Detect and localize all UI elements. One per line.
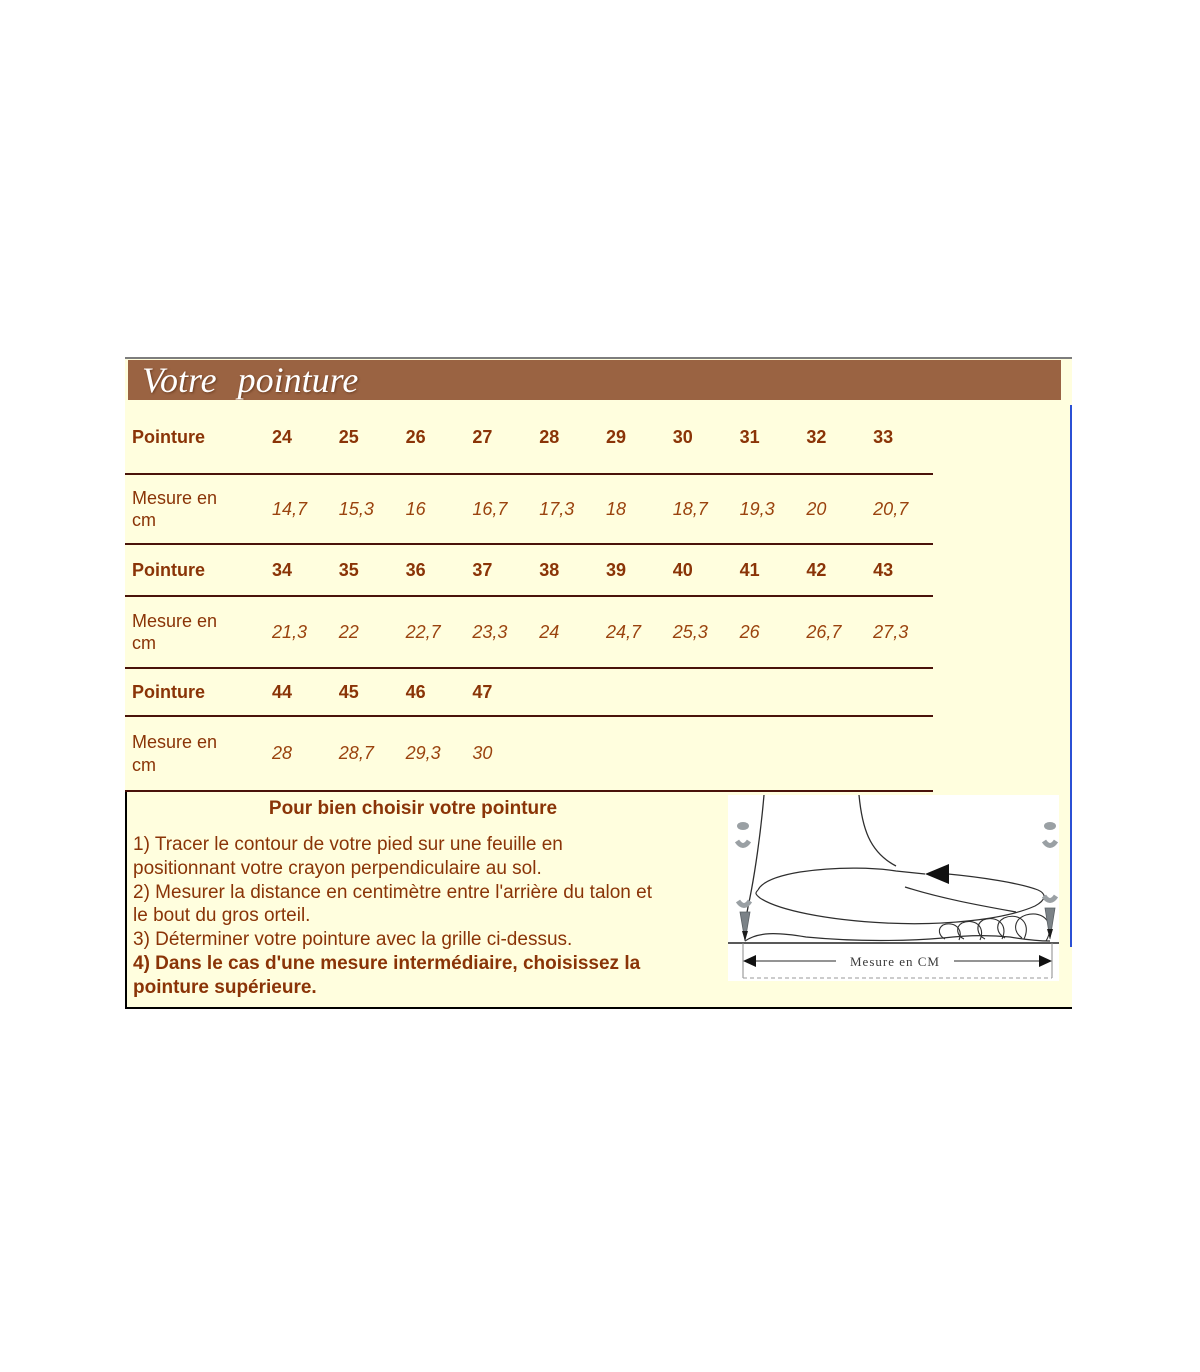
row-label — [125, 426, 265, 449]
pointure-value: 46 — [405, 681, 426, 702]
pointure-value: 38 — [539, 559, 560, 580]
size-guide-panel — [125, 357, 1072, 1009]
measure-label: Mesure en CM — [850, 954, 940, 969]
pointure-value: 35 — [338, 559, 359, 580]
pointure-value: 37 — [472, 559, 493, 580]
mesure-value: 15,3 — [338, 498, 374, 519]
mesure-value: 18,7 — [672, 498, 708, 519]
row-label-text: Mesure en cm — [132, 732, 218, 775]
row-label-text: Mesure en cm — [132, 610, 218, 653]
size-row — [125, 597, 933, 669]
pointure-value: 25 — [338, 427, 359, 447]
pointure-value: 47 — [472, 681, 493, 702]
instruction-line: le bout du gros orteil. — [133, 905, 311, 927]
pencil-band — [738, 901, 750, 906]
mesure-value: 20,7 — [873, 498, 909, 519]
measure-arrowhead-left-icon — [743, 955, 756, 967]
pointure-value: 43 — [873, 559, 894, 580]
pointure-value: 44 — [272, 681, 293, 702]
mesure-value: 30 — [472, 743, 493, 763]
foot-diagram-svg — [728, 795, 1059, 981]
row-label-text: Mesure en cm — [132, 487, 218, 530]
pointure-value: 30 — [672, 427, 693, 447]
instruction-line: positionnant votre crayon perpendiculaire au sol. — [133, 857, 542, 879]
trace-arrow-icon — [925, 864, 949, 884]
size-row — [125, 669, 933, 717]
mesure-value: 24 — [539, 621, 560, 642]
pointure-value: 32 — [806, 427, 827, 447]
size-grid — [125, 402, 933, 792]
row-label — [125, 610, 265, 655]
mesure-value: 26 — [739, 621, 760, 642]
mesure-value: 18 — [605, 498, 627, 519]
leg-front-line — [859, 795, 896, 866]
instruction-line: pointure supérieure. — [133, 976, 317, 998]
pointure-value: 29 — [605, 427, 627, 447]
toe-line — [998, 916, 1027, 939]
pencil-band — [737, 841, 749, 846]
instruction-line: 1) Tracer le contour de votre pied sur une feuille en — [133, 834, 563, 855]
pencil-band — [1044, 896, 1056, 901]
measure-arrowhead-right-icon — [1039, 955, 1052, 967]
mesure-value: 22,7 — [405, 621, 441, 642]
mesure-value: 28,7 — [338, 743, 374, 763]
mesure-value: 28 — [272, 743, 293, 763]
mesure-value: 14,7 — [272, 498, 308, 519]
size-row — [125, 475, 933, 545]
pencil-eraser — [1044, 822, 1056, 830]
size-row — [125, 545, 933, 597]
pointure-value: 41 — [739, 559, 760, 580]
mesure-value: 16,7 — [472, 498, 508, 519]
pointure-value: 40 — [672, 559, 693, 580]
panel-title-bar — [128, 360, 1061, 400]
mesure-value: 22 — [338, 621, 359, 642]
row-label-text: Pointure — [132, 559, 206, 580]
mesure-value: 21,3 — [272, 621, 308, 642]
mesure-value: 20 — [806, 498, 827, 519]
pointure-value: 34 — [272, 559, 293, 580]
pencil-eraser — [737, 822, 749, 830]
foot-measure-diagram — [728, 795, 1059, 981]
row-label-text: Pointure — [132, 427, 206, 448]
size-row — [125, 402, 933, 475]
pointure-value: 42 — [806, 559, 827, 580]
pencil-band — [1044, 841, 1056, 846]
mesure-value: 23,3 — [472, 621, 508, 642]
instructions-section — [125, 792, 1072, 1007]
row-label — [125, 681, 265, 704]
panel-right-border — [1070, 405, 1072, 947]
instruction-line: 4) Dans le cas d'une mesure intermédiaire, choisissez la — [133, 952, 641, 974]
mesure-value: 29,3 — [405, 743, 441, 763]
pointure-value: 45 — [338, 681, 359, 702]
pointure-value: 27 — [472, 427, 493, 447]
mesure-value: 25,3 — [672, 621, 708, 642]
row-label — [125, 731, 265, 776]
pointure-value: 26 — [405, 427, 426, 447]
mesure-value: 16 — [405, 498, 426, 519]
instruction-line: 2) Mesurer la distance en centimètre entre l'arrière du talon et — [133, 881, 652, 903]
pointure-value: 39 — [605, 559, 627, 580]
mesure-value: 17,3 — [539, 498, 575, 519]
pointure-value: 36 — [405, 559, 426, 580]
row-label — [125, 559, 265, 582]
pointure-value: 28 — [539, 427, 560, 447]
instruction-line: 3) Déterminer votre pointure avec la grille ci-dessus. — [133, 929, 573, 951]
instructions-heading: Pour bien choisir votre pointure — [268, 798, 558, 819]
row-label — [125, 487, 265, 532]
mesure-value: 27,3 — [873, 621, 909, 642]
trace-loop-left — [758, 868, 925, 890]
mesure-value: 24,7 — [605, 621, 642, 642]
pointure-value: 31 — [739, 427, 760, 447]
trace-loop-right — [756, 874, 1044, 924]
mesure-value: 26,7 — [806, 621, 842, 642]
row-label-text: Pointure — [132, 681, 206, 702]
foot-instep-line — [905, 887, 1016, 912]
mesure-value: 19,3 — [739, 498, 775, 519]
panel-title: Votre pointure — [142, 360, 359, 400]
size-row — [125, 717, 933, 792]
pointure-value: 33 — [873, 427, 894, 447]
pointure-value: 24 — [272, 427, 293, 447]
